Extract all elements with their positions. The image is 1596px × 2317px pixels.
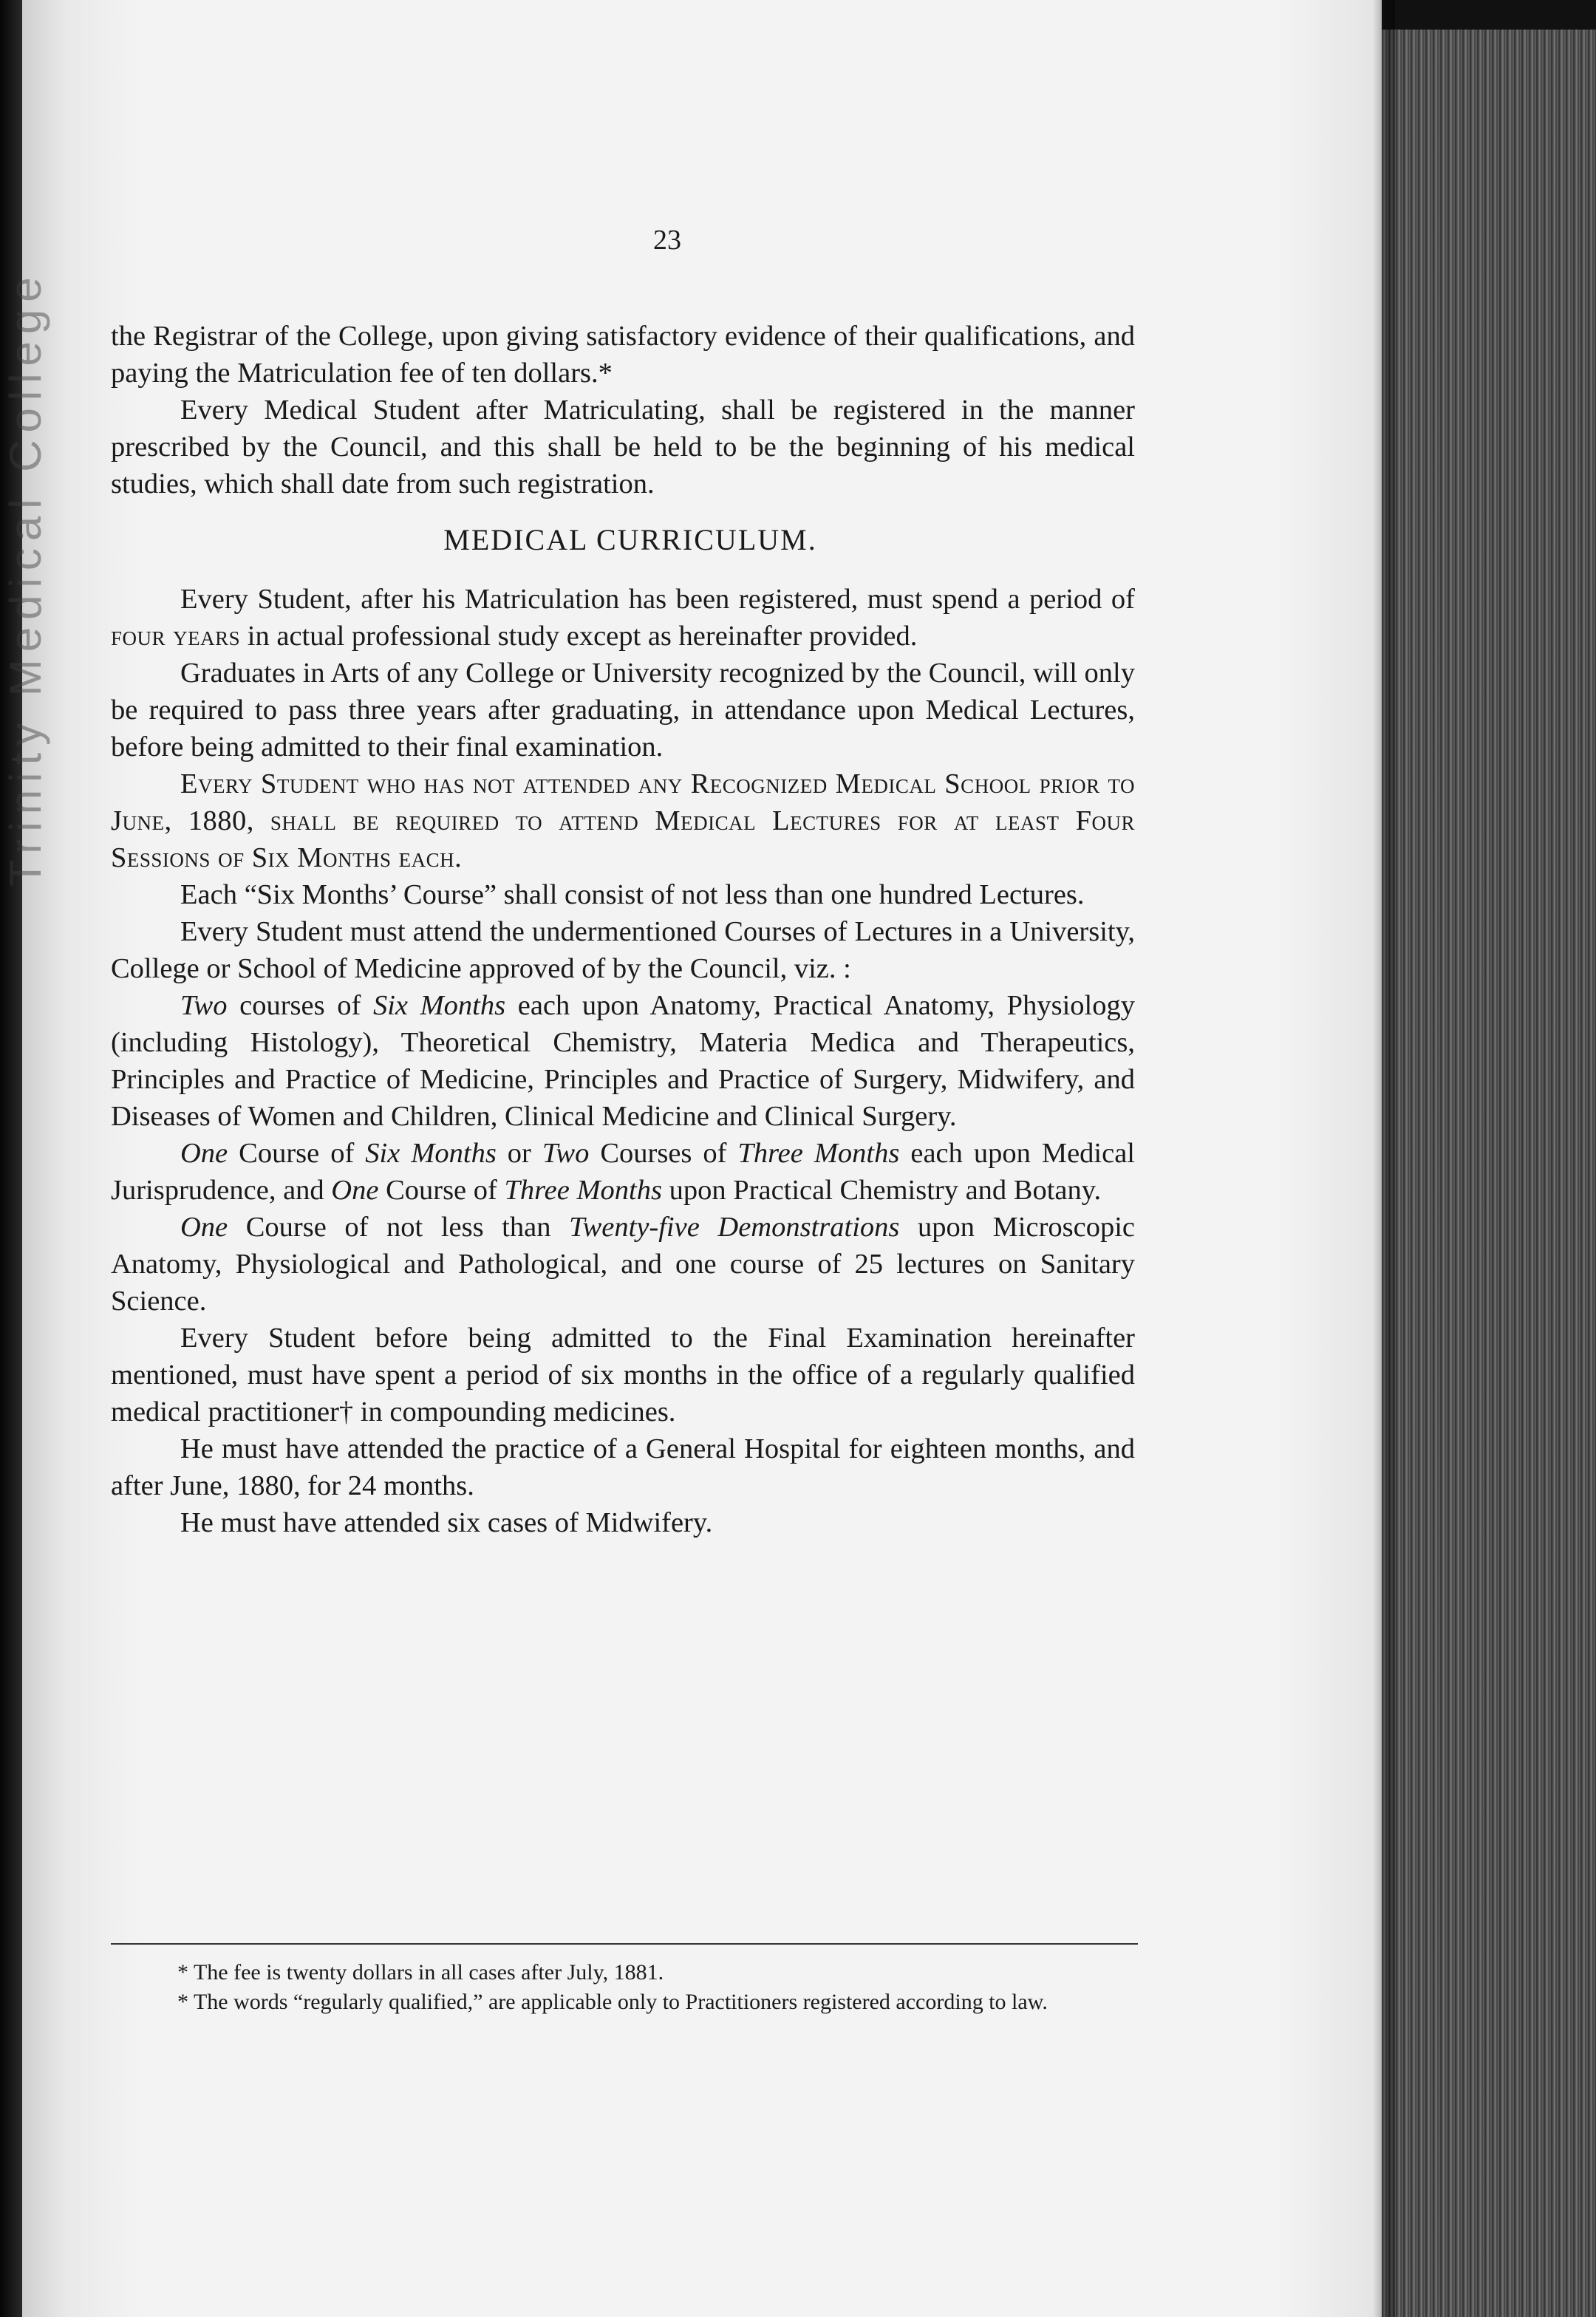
footnote-1: * The fee is twenty dollars in all cases after July, 1881.: [177, 1960, 664, 1985]
p9-italic-3: Two: [542, 1138, 590, 1169]
paragraph-7: Every Student must attend the undermentioned Courses of Lectures in a University, College or School of Medicine approved of by the Council, viz. :: [111, 916, 1135, 984]
section-heading: MEDICAL CURRICULUM.: [443, 523, 817, 556]
paragraph-3-text-b: in actual professional study except as hereinafter provided.: [240, 621, 918, 652]
paragraph-8: [111, 987, 1135, 1135]
paragraph-3: [111, 581, 1135, 655]
page-number: 23: [653, 225, 681, 256]
paragraph-6: Each “Six Months’ Course” shall consist of not less than one hundred Lectures.: [180, 879, 1085, 910]
p9-italic-6: Three Months: [504, 1175, 662, 1206]
p9-text-e: Course of: [378, 1175, 505, 1206]
paragraph-10: [111, 1209, 1135, 1320]
footnote-rule: [111, 1943, 1138, 1945]
p9-text-b: or: [496, 1138, 542, 1169]
p9-text-d: each upon Medical Jurisprudence, and: [111, 1138, 1135, 1206]
p9-italic-2: Six Months: [365, 1138, 497, 1169]
paragraph-11: Every Student before being admitted to the Final Examination hereinafter mentioned, must have spent a period of six months in the office of a regularly qualified medical practitioner† in compounding medicines.: [111, 1323, 1135, 1427]
page-edges-stack: [1382, 30, 1596, 2317]
p9-italic-5: One: [331, 1175, 379, 1206]
p8-italic-2: Six Months: [372, 990, 506, 1021]
p9-italic-1: One: [180, 1138, 228, 1169]
paragraph-13: He must have attended six cases of Midwifery.: [180, 1507, 713, 1538]
p8-text-a: courses of: [227, 990, 373, 1021]
p9-text-a: Course of: [228, 1138, 366, 1169]
page-top-shadow: [1382, 0, 1596, 30]
page-edge-shadow: [1373, 0, 1395, 2317]
p8-text-b: each upon Anatomy, Practical Anatomy, Physiology (including Histology), Theoretical Chemistry, Materia Medica and Therapeutics, Principles and Practice of Medicine, Principles and Practice of Surgery, Midwifery, and Diseases of Women and Children, Clinical Medicine and Clinical Surgery.: [111, 990, 1135, 1132]
paragraph-4: Graduates in Arts of any College or University recognized by the Council, will only be required to pass three years after graduating, in attendance upon Medical Lectures, before being admitted to their final examination.: [111, 658, 1135, 762]
paragraph-12: He must have attended the practice of a General Hospital for eighteen months, and after June, 1880, for 24 months.: [111, 1433, 1135, 1501]
paragraph-3-text-a: Every Student, after his Matriculation has been registered, must spend a period of: [180, 584, 1135, 615]
p9-text-c: Courses of: [589, 1138, 738, 1169]
p10-italic-2: Twenty-five Demonstrations: [569, 1212, 900, 1243]
paragraph-2: Every Medical Student after Matriculating, shall be registered in the manner prescribed by the Council, and this shall be held to be the beginning of his medical studies, which shall date from such registration.: [111, 395, 1135, 499]
p10-italic-1: One: [180, 1212, 228, 1243]
paragraph-3-smallcaps: four years: [111, 621, 241, 652]
p10-text-b: upon Microscopic Anatomy, Physiological and Pathological, and one course of 25 lectures on Sanitary Science.: [111, 1212, 1136, 1317]
p9-italic-4: Three Months: [737, 1138, 900, 1169]
paragraph-5: Every Student who has not attended any Recognized Medical School prior to June, 1880, shall be required to attend Medical Lectures for at least Four Sessions of Six Months each.: [111, 768, 1135, 873]
paragraph-9: [111, 1135, 1135, 1209]
footnotes: [111, 1958, 1135, 2017]
footnote-2: * The words “regularly qualified,” are applicable only to Practitioners registered according to law.: [177, 1990, 1048, 2014]
p9-text-f: upon Practical Chemistry and Botany.: [662, 1175, 1102, 1206]
p8-italic-1: Two: [180, 990, 228, 1021]
p10-text-a: Course of not less than: [228, 1212, 570, 1243]
paragraph-1: the Registrar of the College, upon giving satisfactory evidence of their qualifications, and paying the Matriculation fee of ten dollars.*: [111, 321, 1135, 389]
library-stamp: Trinity Medical College: [1, 270, 50, 887]
page-body: [111, 222, 1135, 1541]
